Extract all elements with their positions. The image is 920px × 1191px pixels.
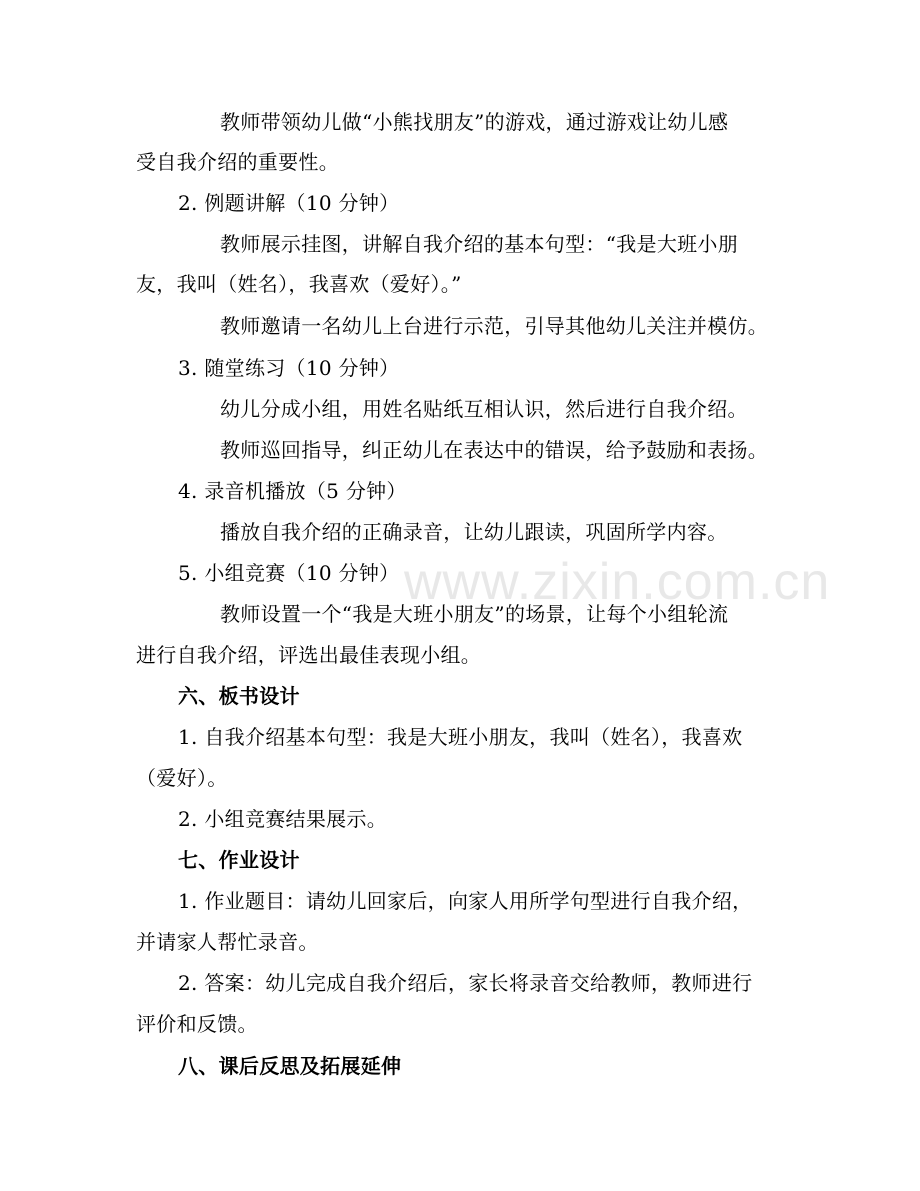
step-2-title: 2. 例题讲解（10 分钟） (178, 191, 400, 215)
step-5-paragraph-line-1: 教师设置一个“我是大班小朋友”的场景，让每个小组轮流 (220, 602, 729, 626)
homework-item-2-line-2: 评价和反馈。 (136, 1012, 258, 1036)
watermark: www.zixin.com.cn (404, 553, 831, 611)
intro-paragraph-line-1: 教师带领幼儿做“小熊找朋友”的游戏，通过游戏让幼儿感 (220, 110, 729, 134)
step-4-paragraph-1: 播放自我介绍的正确录音，让幼儿跟读，巩固所学内容。 (220, 520, 728, 544)
homework-item-1-line-2: 并请家人帮忙录音。 (136, 930, 319, 954)
step-3-paragraph-1: 幼儿分成小组，用姓名贴纸互相认识，然后进行自我介绍。 (220, 397, 748, 421)
homework-item-1-line-1: 1. 作业题目：请幼儿回家后，向家人用所学句型进行自我介绍， (178, 889, 753, 913)
step-3-paragraph-2: 教师巡回指导，纠正幼儿在表达中的错误，给予鼓励和表扬。 (220, 438, 769, 462)
section-6-heading: 六、板书设计 (178, 684, 300, 708)
section-7-heading: 七、作业设计 (178, 848, 300, 872)
intro-paragraph-line-2: 受自我介绍的重要性。 (136, 150, 339, 174)
step-3-title: 3. 随堂练习（10 分钟） (178, 356, 400, 380)
section-8-heading: 八、课后反思及拓展延伸 (178, 1054, 402, 1078)
step-2-paragraph-1-line-1: 教师展示挂图，讲解自我介绍的基本句型：“我是大班小朋 (220, 232, 739, 256)
step-4-title: 4. 录音机播放（5 分钟） (178, 479, 407, 503)
step-5-paragraph-line-2: 进行自我介绍，评选出最佳表现小组。 (136, 643, 482, 667)
board-design-item-1-line-2: （爱好）。 (136, 766, 228, 790)
homework-item-2-line-1: 2. 答案：幼儿完成自我介绍后，家长将录音交给教师，教师进行 (178, 971, 753, 995)
board-design-item-2: 2. 小组竞赛结果展示。 (178, 807, 388, 831)
step-2-paragraph-1-line-2: 友，我叫（姓名），我喜欢（爱好）。” (136, 272, 462, 296)
board-design-item-1-line-1: 1. 自我介绍基本句型：我是大班小朋友，我叫（姓名），我喜欢 (178, 725, 743, 749)
step-2-paragraph-2: 教师邀请一名幼儿上台进行示范，引导其他幼儿关注并模仿。 (220, 314, 769, 338)
step-5-title: 5. 小组竞赛（10 分钟） (178, 561, 400, 585)
